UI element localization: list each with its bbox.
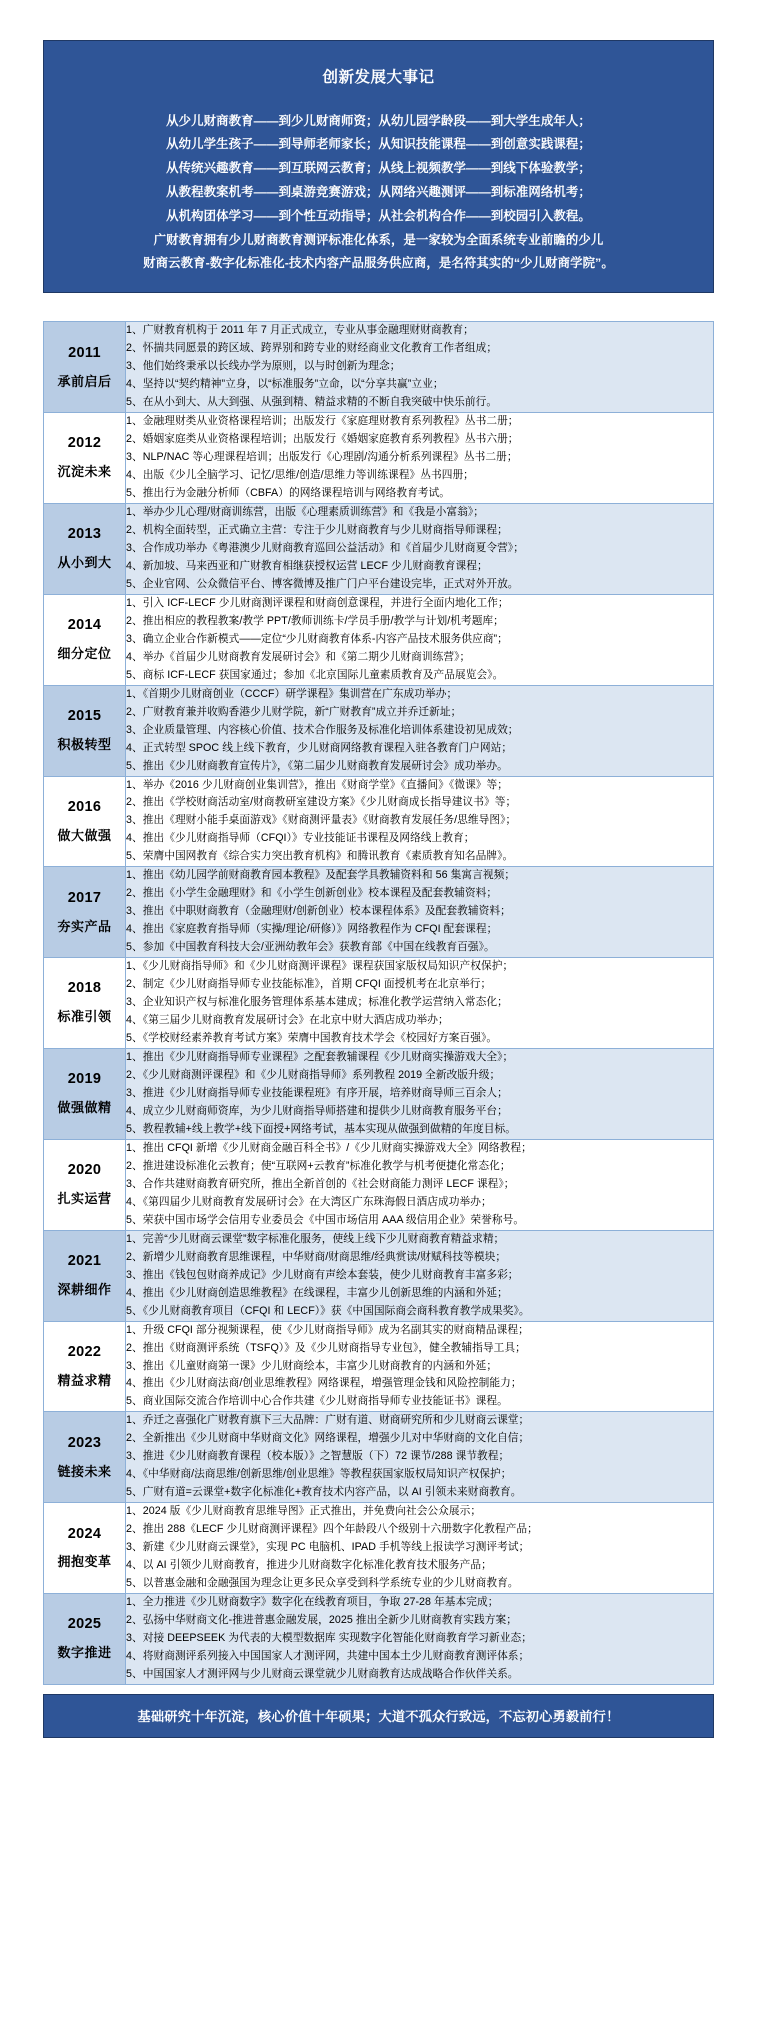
timeline-row: [44, 685, 714, 776]
timeline-item: 5、教程教辅+线上教学+线下面授+网络考试，基本实现从做强到做精的年度目标。: [126, 1122, 516, 1135]
timeline-items-cell: [126, 503, 714, 594]
timeline-item: 4、《第三届少儿财商教育发展研讨会》在北京中财大酒店成功举办；: [126, 1014, 449, 1027]
timeline-body: [44, 322, 714, 1685]
timeline-item: 4、将财商测评系列接入中国国家人才测评网，共建中国本土少儿财商教育测评体系；: [126, 1650, 530, 1662]
timeline-item: 1、广财教育机构于 2011 年 7 月正式成立，专业从事金融理财财商教育；: [126, 324, 474, 337]
timeline-item: 1、推出《幼儿园学前财商教育园本教程》及配套学具教辅资料和 56 集寓言视频；: [126, 869, 516, 882]
timeline-year-cell: [44, 1503, 126, 1594]
timeline-row: [44, 322, 714, 413]
timeline-items-cell: [126, 322, 714, 413]
timeline-item: 2、推出《学校财商活动室/财商教研室建设方案》《少儿财商成长指导建议书》等；: [126, 796, 517, 809]
page-title: 创新发展大事记: [322, 69, 435, 86]
timeline-item: 4、推出《少儿财商法商/创业思维教程》网络课程，增强管理金钱和风险控制能力；: [126, 1377, 522, 1390]
timeline-item: 2、广财教育兼并收购香港少儿财学院，新“广财教育”成立并乔迁新址；: [126, 705, 462, 718]
timeline-item: 5、中国国家人才测评网与少儿财商云课堂就少儿财商教育达成战略合作伙伴关系。: [126, 1667, 519, 1680]
timeline-item: 3、合作共建财商教育研究所，推出全新首创的《社会财商能力测评 LECF 课程》；: [126, 1177, 515, 1190]
footer-slogan: 基础研究十年沉淀，核心价值十年硕果；大道不孤众行致远，不忘初心勇毅前行！: [137, 1708, 620, 1724]
timeline-item: 5、在从小到大、从大到强、从强到精、精益求精的不断自我突破中快乐前行。: [126, 396, 498, 409]
timeline-item: 1、升级 CFQI 部分视频课程，使《少儿财商指导师》成为名副其实的财商精品课程；: [126, 1323, 529, 1336]
timeline-year-cell: [44, 1139, 126, 1230]
timeline-item: 5、参加《中国教育科技大会/亚洲幼教年会》获教育部《中国在线教育百强》。: [126, 941, 495, 954]
timeline-year-cell: [44, 1594, 126, 1685]
timeline-items-cell: [126, 594, 714, 685]
timeline-year-label: 2020: [67, 1162, 102, 1179]
timeline-row: [44, 958, 714, 1049]
timeline-items-cell: [126, 413, 714, 504]
timeline-year-cell: [44, 594, 126, 685]
timeline-motto-label: 做大做强: [57, 827, 112, 843]
timeline-year-cell: [44, 1321, 126, 1412]
timeline-item: 3、推进《少儿财商指导师专业技能课程班》有序开展，培养财商导师三百余人；: [126, 1086, 508, 1099]
timeline-item: 3、推出《儿童财商第一课》少儿财商绘本，丰富少儿财商教育的内涵和外延；: [126, 1359, 498, 1372]
timeline-item: 3、确立企业合作新模式——定位“少儿财商教育体系-内容产品技术服务供应商”；: [126, 632, 508, 645]
timeline-item: 1、举办《2016 少儿财商创业集训营》，推出《财商学堂》《直播间》《微课》等；: [126, 778, 509, 791]
timeline-item: 1、全力推进《少儿财商数字》数字化在线教育项目，争取 27-28 年基本完成；: [126, 1596, 499, 1609]
timeline-year-label: 2024: [67, 1525, 102, 1542]
timeline-motto-label: 从小到大: [57, 555, 112, 571]
header-banner: [43, 40, 714, 293]
timeline-year-label: 2019: [67, 1071, 102, 1088]
timeline-item: 1、推出《少儿财商指导师专业课程》之配套教辅课程《少儿财商实操游戏大全》；: [126, 1051, 514, 1064]
timeline-motto-label: 深耕细作: [57, 1281, 112, 1297]
timeline-item: 2、推出《财商测评系统（TSFQ）》及《少儿财商指导专业包》，健全教辅指导工具；: [126, 1341, 526, 1354]
timeline-row: [44, 776, 714, 867]
timeline-row: [44, 413, 714, 504]
header-statement-line: 从幼儿学生孩子——到导师老师家长；从知识技能课程——到创意实践课程；: [166, 137, 591, 152]
timeline-item: 5、推出行为金融分析师（CBFA）的网络课程培训与网络教育考试。: [126, 487, 451, 499]
timeline-item: 4、推出《家庭教育指导师（实操/理论/研修）》网络教程作为 CFQI 配套课程；: [126, 923, 498, 936]
timeline-item: 5、企业官网、公众微信平台、博客微博及推广门户平台建设完毕，正式对外开放。: [126, 577, 519, 590]
timeline-item: 2、推出《小学生金融理财》和《小学生创新创业》校本课程及配套教辅资料；: [126, 887, 498, 900]
timeline-year-cell: [44, 776, 126, 867]
timeline-item: 3、推出《中职财商教育（金融理财/创新创业）校本课程体系》及配套教辅资料；: [126, 905, 511, 918]
header-statement-line: 广财教育拥有少儿财商教育测评标准化体系，是一家较为全面系统专业前瞻的少儿: [153, 232, 604, 247]
timeline-item: 5、商业国际交流合作培训中心合作共建《少儿财商指导师专业技能证书》课程。: [126, 1395, 508, 1408]
timeline-item: 4、推出《少儿财商指导师（CFQI）》专业技能证书课程及网络线上教育；: [126, 832, 475, 845]
timeline-motto-label: 夯实产品: [57, 918, 112, 934]
timeline-item: 2、弘扬中华财商文化-推进普惠金融发展，2025 推出全新少儿财商教育实践方案；: [126, 1614, 517, 1627]
timeline-year-label: 2015: [67, 707, 102, 724]
timeline-item: 5、《学校财经素养教育考试方案》荣膺中国教育技术学会《校园好方案百强》。: [126, 1032, 498, 1045]
timeline-motto-label: 扎实运营: [57, 1191, 112, 1207]
timeline-year-label: 2011: [68, 344, 101, 361]
timeline-item: 1、乔迁之喜强化广财教育旗下三大品牌：广财有道、财商研究所和少儿财商云课堂；: [126, 1414, 530, 1427]
timeline-table: [43, 321, 714, 1685]
timeline-motto-label: 积极转型: [57, 736, 112, 752]
timeline-item: 5、以普惠金融和金融强国为理念让更多民众享受到科学系统专业的少儿财商教育。: [126, 1577, 519, 1590]
timeline-item: 2、推出 288《LECF 少儿财商测评课程》四个年龄段八个级别十六册数字化教程产品；: [126, 1523, 538, 1536]
timeline-row: [44, 594, 714, 685]
timeline-year-cell: [44, 685, 126, 776]
timeline-item: 5、推出《少儿财商教育宣传片》，《第二届少儿财商教育发展研讨会》成功举办。: [126, 759, 508, 772]
timeline-item: 2、婚姻家庭类从业资格课程培训；出版发行《婚姻家庭教育系列教程》丛书六册；: [126, 433, 519, 446]
timeline-row: [44, 1594, 714, 1685]
timeline-item: 4、《第四届少儿财商教育发展研讨会》在大湾区广东珠海假日酒店成功举办；: [126, 1195, 492, 1208]
timeline-year-label: 2022: [67, 1343, 102, 1360]
timeline-items-cell: [126, 685, 714, 776]
timeline-motto-label: 链接未来: [57, 1463, 112, 1479]
timeline-row: [44, 1230, 714, 1321]
timeline-motto-label: 沉淀未来: [57, 464, 112, 480]
timeline-item: 5、商标 ICF-LECF 获国家通过；参加《北京国际儿童素质教育及产品展览会》。: [126, 668, 504, 681]
timeline-row: [44, 1412, 714, 1503]
timeline-item: 1、金融理财类从业资格课程培训；出版发行《家庭理财教育系列教程》丛书二册；: [126, 415, 519, 428]
timeline-row: [44, 867, 714, 958]
timeline-year-label: 2023: [67, 1434, 102, 1451]
timeline-item: 4、坚持以“契约精神”立身，以“标准服务”立命，以“分享共赢”立业；: [126, 378, 444, 391]
timeline-item: 2、推进建设标准化云教育；使“互联网+云教育”标准化教学与机考便捷化常态化；: [126, 1159, 511, 1172]
timeline-row: [44, 1503, 714, 1594]
timeline-item: 1、引入 ICF-LECF 少儿财商测评课程和财商创意课程，并进行全面内地化工作；: [126, 596, 509, 609]
header-statement-line: 从机构团体学习——到个性互动指导；从社会机构合作——到校园引入教程。: [166, 208, 591, 223]
timeline-items-cell: [126, 1049, 714, 1140]
timeline-item: 4、正式转型 SPOC 线上线下教育，少儿财商网络教育课程入驻各教育门户网站；: [126, 741, 513, 754]
timeline-item: 1、《少儿财商指导师》和《少儿财商测评课程》课程获国家版权局知识产权保护；: [126, 960, 514, 973]
timeline-motto-label: 做强做精: [57, 1100, 112, 1116]
timeline-item: 1、2024 版《少儿财商教育思维导图》正式推出，并免费向社会公众展示；: [126, 1505, 482, 1518]
header-statement-line: 财商云教育-数字化标准化-技术内容产品服务供应商，是名符其实的“少儿财商学院”。: [143, 256, 614, 271]
timeline-item: 3、推出《钱包包财商养成记》少儿财商有声绘本套装，使少儿财商教育丰富多彩；: [126, 1268, 519, 1281]
timeline-item: 3、NLP/NAC 等心理课程培训；出版发行《心理剧/沟通分析系列课程》丛书二册；: [126, 451, 518, 464]
timeline-item: 1、推出 CFQI 新增《少儿财商金融百科全书》/《少儿财商实操游戏大全》网络教程；: [126, 1141, 532, 1154]
timeline-year-label: 2016: [67, 798, 102, 815]
timeline-item: 2、怀揣共同愿景的跨区域、跨界别和跨专业的财经商业文化教育工作者组成；: [126, 342, 498, 355]
timeline-motto-label: 拥抱变革: [57, 1554, 112, 1570]
header-statement-list: [56, 110, 701, 277]
timeline-year-cell: [44, 503, 126, 594]
timeline-item: 3、新建《少儿财商云课堂》，实现 PC 电脑机、IPAD 手机等线上报读学习测评考试；: [126, 1541, 530, 1554]
timeline-motto-label: 细分定位: [57, 646, 112, 662]
header-statement-line: 从少儿财商教育——到少儿财商师资；从幼儿园学龄段——到大学生成年人；: [166, 113, 591, 128]
timeline-row: [44, 1139, 714, 1230]
timeline-item: 2、制定《少儿财商指导师专业技能标准》，首期 CFQI 面授机考在北京举行；: [126, 978, 492, 991]
timeline-item: 4、举办《首届少儿财商教育发展研讨会》和《第二期少儿财商训练营》；: [126, 650, 471, 663]
timeline-items-cell: [126, 776, 714, 867]
timeline-items-cell: [126, 1139, 714, 1230]
timeline-motto-label: 数字推进: [57, 1645, 112, 1661]
timeline-row: [44, 1049, 714, 1140]
timeline-motto-label: 承前启后: [57, 373, 112, 389]
timeline-item: 2、全新推出《少儿财商中华财商文化》网络课程，增强少儿对中华财商的文化自信；: [126, 1432, 530, 1445]
footer-banner: [43, 1694, 714, 1738]
timeline-year-label: 2013: [67, 526, 102, 543]
timeline-item: 2、机构全面转型，正式确立主营：专注于少儿财商教育与少儿财商指导师课程；: [126, 523, 508, 536]
timeline-item: 5、《少儿财商教育项目（CFQI 和 LECF）》获《中国国际商会商科教育教学成果奖》。: [126, 1304, 530, 1317]
timeline-item: 4、以 AI 引领少儿财商教育，推进少儿财商数字化标准化教育技术服务产品；: [126, 1559, 492, 1572]
timeline-item: 3、推进《少儿财商教育课程（校本版）》之智慧版（下）72 课节/288 课节教程；: [126, 1450, 510, 1463]
timeline-year-cell: [44, 322, 126, 413]
timeline-item: 4、成立少儿财商师资库，为少儿财商指导师搭建和提供少儿财商教育服务平台；: [126, 1104, 508, 1117]
timeline-item: 4、推出《少儿财商创造思维教程》在线课程，丰富少儿创新思维的内涵和外延；: [126, 1286, 508, 1299]
timeline-item: 5、广财有道=云课堂+数字化标准化+教育技术内容产品，以 AI 引领未来财商教育。: [126, 1486, 522, 1499]
header-statement-line: 从教程教案机考——到桌游竞赛游戏；从网络兴趣测评——到标准网络机考；: [166, 185, 591, 200]
timeline-items-cell: [126, 1230, 714, 1321]
timeline-motto-label: 标准引领: [57, 1009, 112, 1025]
timeline-year-cell: [44, 1412, 126, 1503]
timeline-item: 4、新加坡、马来西亚和广财教育相继获授权运营 LECF 少儿财商教育课程；: [126, 559, 488, 572]
timeline-items-cell: [126, 867, 714, 958]
timeline-year-cell: [44, 958, 126, 1049]
timeline-year-label: 2017: [67, 889, 102, 906]
timeline-items-cell: [126, 1594, 714, 1685]
timeline-item: 3、他们始终秉承以长线办学为原则，以与时创新为理念；: [126, 360, 401, 373]
timeline-item: 3、企业质量管理、内容核心价值、技术合作服务及标准化培训体系建设初见成效；: [126, 723, 519, 736]
timeline-item: 5、荣膺中国网教育《综合实力突出教育机构》和腾讯教育《素质教育知名品牌》。: [126, 850, 514, 863]
timeline-year-label: 2012: [67, 435, 102, 452]
header-statement-line: 从传统兴趣教育——到互联网云教育；从线上视频教学——到线下体验教学；: [166, 161, 591, 176]
timeline-year-label: 2014: [67, 617, 102, 634]
timeline-item: 4、出版《少儿全脑学习、记忆/思维/创造/思维力等训练课程》丛书四册；: [126, 469, 474, 482]
timeline-item: 3、合作成功举办《粤港澳少儿财商教育巡回公益活动》和《首届少儿财商夏令营》；: [126, 541, 524, 554]
timeline-item: 2、新增少儿财商教育思维课程，中华财商/财商思维/经典赏读/财赋科技等模块；: [126, 1250, 507, 1263]
timeline-item: 1、举办少儿心理/财商训练营，出版《心理素质训练营》和《我是小富翁》；: [126, 505, 485, 518]
timeline-items-cell: [126, 1321, 714, 1412]
timeline-items-cell: [126, 1412, 714, 1503]
timeline-year-label: 2021: [67, 1253, 102, 1270]
timeline-item: 3、推出《理财小能手桌面游戏》《财商测评量表》《财商教育发展任务/思维导图》；: [126, 814, 517, 827]
timeline-row: [44, 1321, 714, 1412]
timeline-item: 4、《中华财商/法商思维/创新思维/创业思维》等教程获国家版权局知识产权保护；: [126, 1468, 512, 1481]
timeline-year-cell: [44, 413, 126, 504]
timeline-item: 2、推出相应的教程教案/教学 PPT/教师训练卡/学员手册/教学与计划/机考题库；: [126, 614, 504, 627]
timeline-item: 3、企业知识产权与标准化服务管理体系基本建成；标准化教学运营纳入常态化；: [126, 996, 508, 1009]
timeline-item: 1、完善“少儿财商云课堂”数字标准化服务，使线上线下少儿财商教育精益求精；: [126, 1232, 505, 1245]
timeline-items-cell: [126, 958, 714, 1049]
timeline-item: 2、《少儿财商测评课程》和《少儿财商指导师》系列教程 2019 全新改版升级；: [126, 1069, 501, 1081]
timeline-items-cell: [126, 1503, 714, 1594]
timeline-year-cell: [44, 1049, 126, 1140]
timeline-year-cell: [44, 867, 126, 958]
timeline-motto-label: 精益求精: [57, 1372, 112, 1388]
timeline-year-label: 2018: [67, 980, 102, 997]
timeline-year-cell: [44, 1230, 126, 1321]
timeline-item: 3、对接 DEEPSEEK 为代表的大模型数据库 实现数字化智能化财商教育学习新业态；: [126, 1632, 532, 1645]
page-root: [0, 40, 757, 1738]
timeline-item: 1、《首期少儿财商创业（CCCF）研学课程》集训营在广东成功举办；: [126, 687, 458, 700]
timeline-year-label: 2025: [67, 1616, 102, 1633]
timeline-row: [44, 503, 714, 594]
timeline-item: 5、荣获中国市场学会信用专业委员会《中国市场信用 AAA 级信用企业》荣誉称号。: [126, 1213, 525, 1226]
